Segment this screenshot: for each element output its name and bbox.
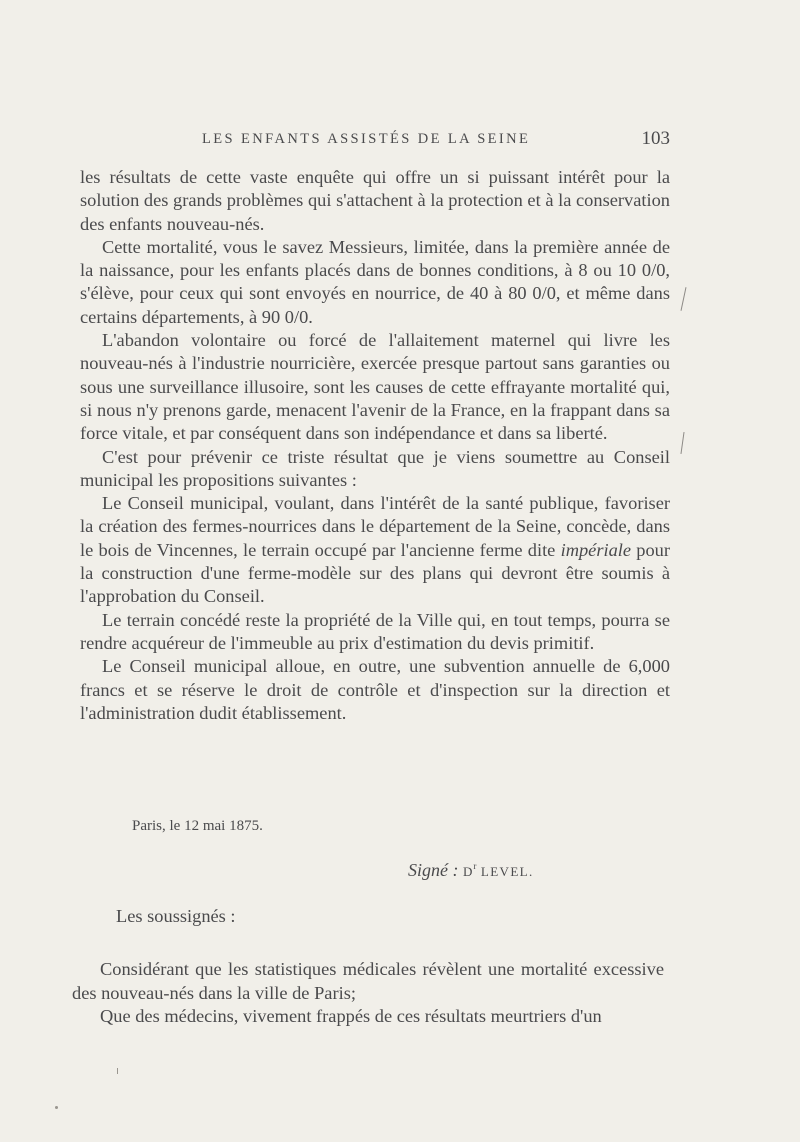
- paper-speck: [117, 1068, 118, 1074]
- paragraph: [80, 492, 670, 608]
- paragraph: Le terrain concédé reste la propriété de la Ville qui, en tout temps, pourra se rendre acquéreur de l'immeuble au prix d'estimation du devis primitif.: [80, 609, 670, 653]
- margin-pencil-mark: [681, 287, 687, 311]
- body-text-continued: [72, 958, 664, 1029]
- running-head: [80, 128, 670, 153]
- running-title: LES ENFANTS ASSISTÉS DE LA SEINE: [202, 131, 531, 147]
- margin-pencil-mark: [680, 432, 684, 454]
- paper-speck: [55, 1106, 58, 1109]
- dateline: Paris, le 12 mai 1875.: [132, 818, 263, 834]
- paragraph-text: pour la construction d'une ferme-modèle sur des plans qui devront être soumis à l'approbation du Conseil.: [80, 539, 670, 607]
- soussignes-heading: Les soussignés :: [116, 906, 236, 926]
- signature-name: LEVEL.: [480, 864, 534, 879]
- page-number: 103: [641, 128, 670, 149]
- signature-title-sup: r: [473, 861, 477, 871]
- signature-signed: Signé :: [408, 860, 459, 880]
- paragraph: Considérant que les statistiques médicales révèlent une mortalité excessive des nouveau-nés dans la ville de Paris;: [72, 959, 664, 1003]
- paragraph: C'est pour prévenir ce triste résultat que je viens soumettre au Conseil municipal les propositions suivantes :: [80, 446, 670, 490]
- paragraph-text: Le Conseil municipal, voulant, dans l'intérêt de la santé publique, favoriser la création des fermes-nourrices dans le département de la Seine, concède, dans le bois de Vincennes, le terrain occupé par l'ancienne ferme dite: [80, 493, 670, 560]
- signature: [408, 860, 534, 881]
- paragraph: Cette mortalité, vous le savez Messieurs, limitée, dans la première année de la naissance, pour les enfants placés dans de bonnes conditions, à 8 ou 10 0/0, s'élève, pour ceux qui sont envoyés en nourrice, de 40 à 80 0/0, et même dans certains départements, à 90 0/0.: [80, 236, 670, 327]
- paragraph: Que des médecins, vivement frappés de ces résultats meurtriers d'un: [100, 1006, 602, 1026]
- emphasis-text: impériale: [560, 539, 632, 560]
- paragraph: Le Conseil municipal alloue, en outre, une subvention annuelle de 6,000 francs et se réserve le droit de contrôle et d'inspection sur la direction et l'administration dudit établissement.: [80, 656, 670, 723]
- body-text: [80, 166, 670, 725]
- paragraph: les résultats de cette vaste enquête qui offre un si puissant intérêt pour la solution des grands problèmes qui s'attachent à la protection et à la conservation des enfants nouveau-nés.: [80, 167, 670, 234]
- paragraph: L'abandon volontaire ou forcé de l'allaitement maternel qui livre les nouveau-nés à l'industrie nourricière, exercée presque partout sans garanties ou sous une surveillance illusoire, sont les causes de cette effrayante mortalité qui, si nous n'y prenons garde, menacent l'avenir de la France, en la frappant dans sa force vitale, et par conséquent dans son indépendance et dans sa liberté.: [80, 330, 670, 444]
- signature-title: D: [462, 864, 474, 879]
